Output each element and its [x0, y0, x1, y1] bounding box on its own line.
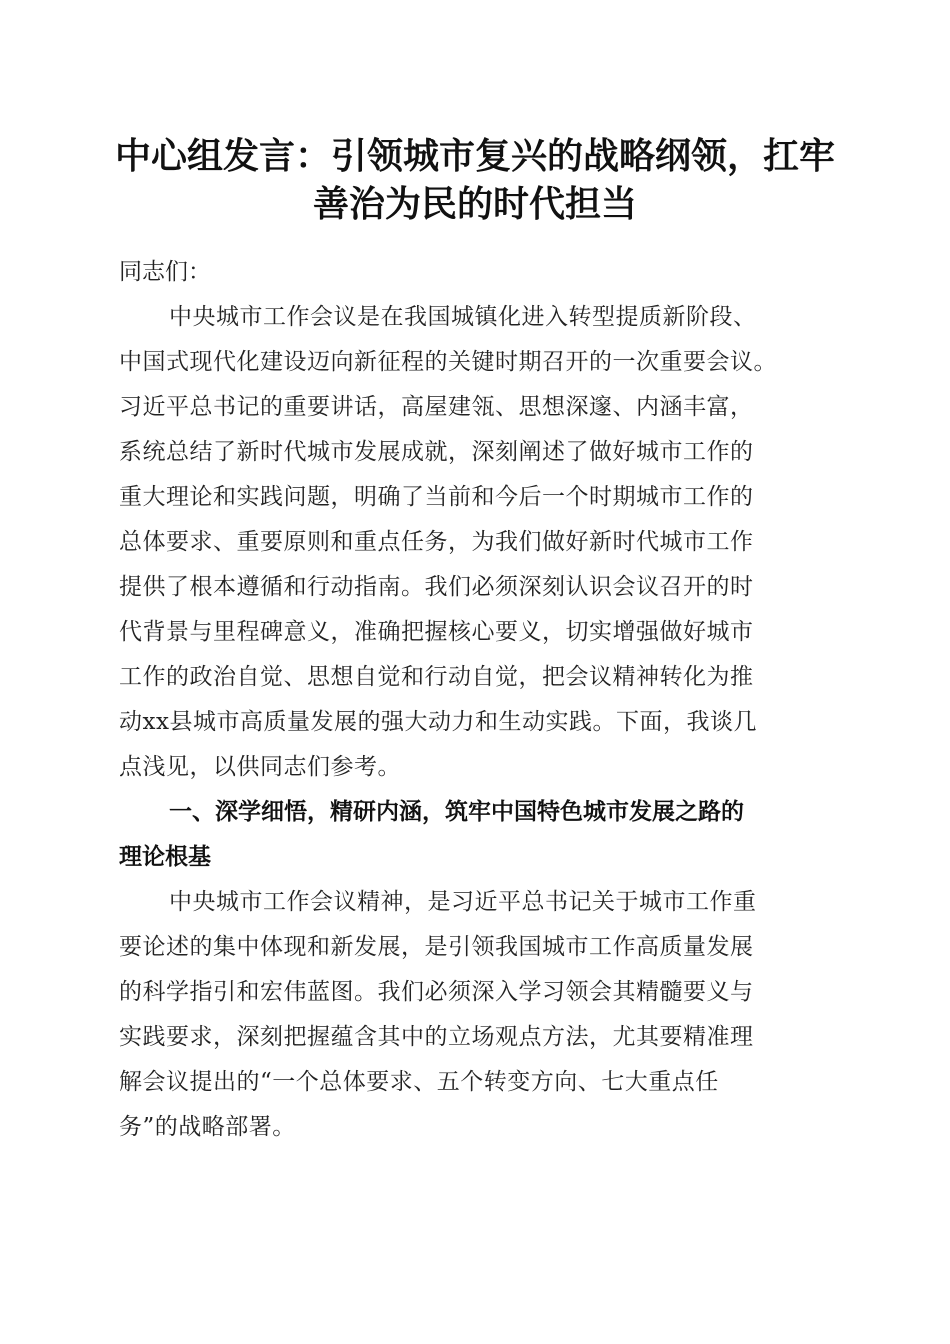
title-line-2: 善治为民的时代担当	[312, 183, 637, 225]
paragraph-line: 实践要求，深刻把握蕴含其中的立场观点方法，尤其要精准理	[119, 1024, 754, 1050]
paragraph-line: 的科学指引和宏伟蓝图。我们必须深入学习领会其精髓要义与	[119, 979, 754, 1005]
paragraph-line: 重大理论和实践问题，明确了当前和今后一个时期城市工作的	[119, 484, 754, 510]
paragraph-line: 要论述的集中体现和新发展，是引领我国城市工作高质量发展	[119, 934, 754, 960]
document-title	[100, 132, 850, 228]
paragraph-line: 习近平总书记的重要讲话，高屋建瓴、思想深邃、内涵丰富，	[119, 394, 754, 420]
salutation: 同志们：	[119, 259, 211, 285]
section-heading-1	[119, 790, 839, 880]
heading-line: 一、深学细悟，精研内涵，筑牢中国特色城市发展之路的	[169, 799, 744, 825]
paragraph-line: 务”的战略部署。	[119, 1114, 296, 1140]
paragraph-line: 中国式现代化建设迈向新征程的关键时期召开的一次重要会议。	[119, 349, 777, 375]
title-line-1: 中心组发言：引领城市复兴的战略纲领，扛牢	[114, 135, 835, 177]
paragraph-intro	[119, 295, 839, 790]
document-body	[119, 250, 839, 1150]
paragraph-line: 中央城市工作会议精神，是习近平总书记关于城市工作重	[169, 889, 757, 915]
paragraph-line: 提供了根本遵循和行动指南。我们必须深刻认识会议召开的时	[119, 574, 754, 600]
paragraph-section-1	[119, 880, 839, 1150]
paragraph-line: 点浅见，以供同志们参考。	[119, 754, 401, 780]
paragraph-line: 动xx县城市高质量发展的强大动力和生动实践。下面，我谈几	[119, 709, 757, 735]
paragraph-line: 中央城市工作会议是在我国城镇化进入转型提质新阶段、	[169, 304, 757, 330]
paragraph-line: 代背景与里程碑意义，准确把握核心要义，切实增强做好城市	[119, 619, 754, 645]
paragraph-line: 总体要求、重要原则和重点任务，为我们做好新时代城市工作	[119, 529, 754, 555]
heading-line: 理论根基	[119, 844, 211, 870]
paragraph-line: 工作的政治自觉、思想自觉和行动自觉，把会议精神转化为推	[119, 664, 754, 690]
paragraph-line: 解会议提出的“一个总体要求、五个转变方向、七大重点任	[119, 1069, 719, 1095]
paragraph-line: 系统总结了新时代城市发展成就，深刻阐述了做好城市工作的	[119, 439, 754, 465]
